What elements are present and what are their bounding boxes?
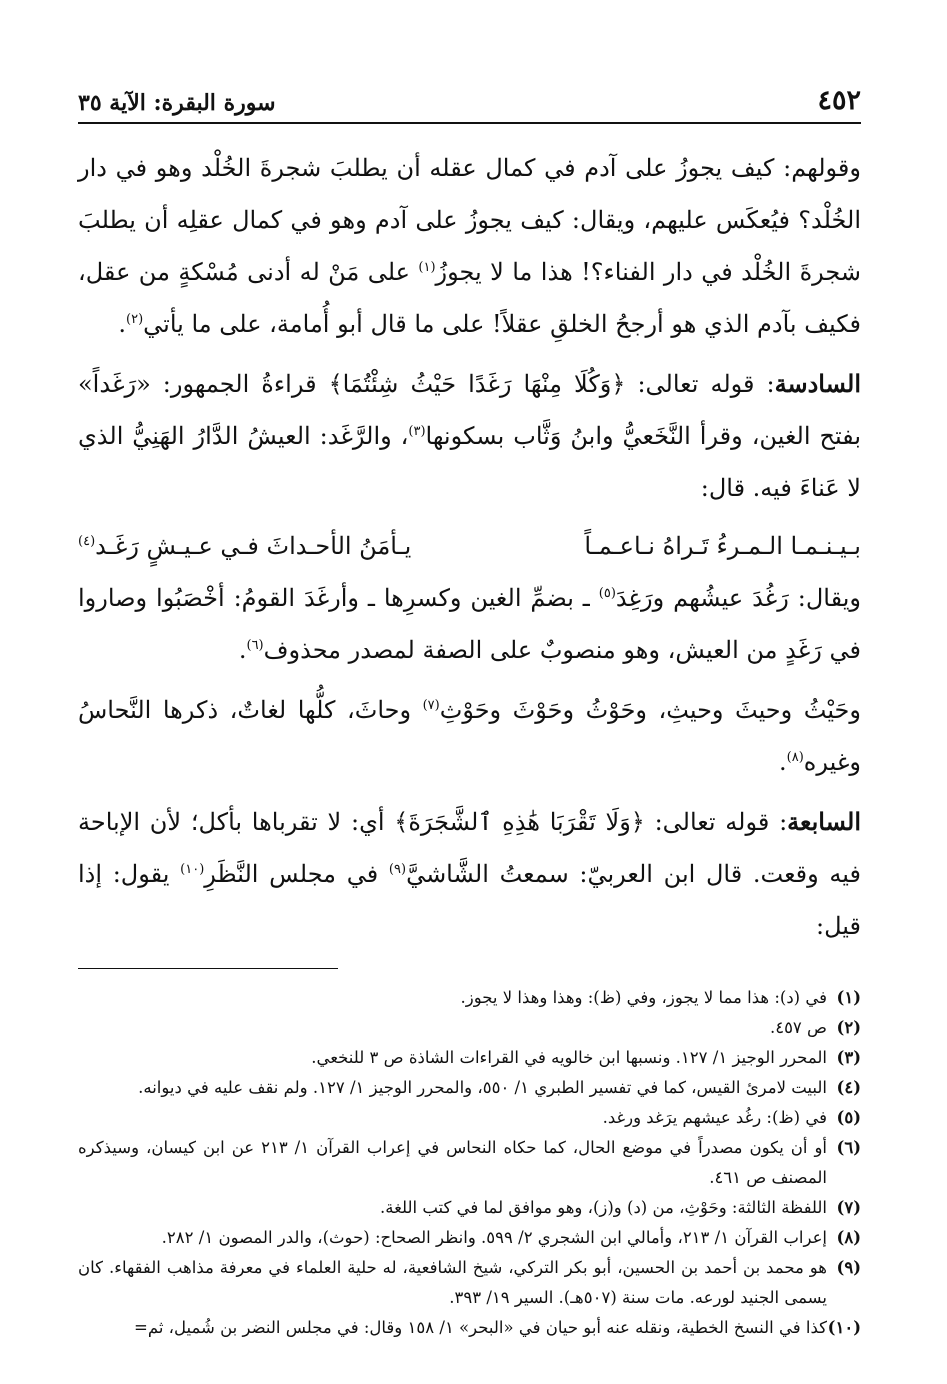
paragraph-2 (78, 358, 861, 514)
text-run: يـأمَنُ الأحـداثَ فـي عـيـشٍ رَغَـد (95, 532, 412, 560)
text-run: يقول: إذا قيل: (78, 860, 861, 940)
footnote-number: (١٠) (827, 1318, 861, 1337)
verse-first-hemistich: بـيـنـمـا الـمـرءُ تَـراهُ نـاعـمـاً (584, 532, 861, 560)
text-run: : قوله تعالى: ﴿وَلَا تَقْرَبَا هَٰذِهِ ٱلشَّجَرَةَ﴾ أي: لا تقرباها بأكل؛ لأن الإباحة فيه وقعت. قال ابن العربيّ: سمعتُ الشَّاشيَّ (78, 808, 862, 888)
footnote-ref: (١٠) (180, 862, 205, 877)
footnote-ref: (٦) (246, 638, 264, 653)
running-title: سورة البقرة: الآية ٣٥ (78, 90, 276, 116)
text-run: ، والرَّغَد: العيشُ الدَّارُ الهَنِيُّ الذي لا عَناءَ فيه. قال: (78, 422, 861, 502)
footnote-text: أو أن يكون مصدراً في موضع الحال، كما حكاه النحاس في إعراب القرآن ١/ ٢١٣ عن ابن كيسان، وسيذكره المصنف ص ٤٦١. (78, 1138, 828, 1187)
text-run: وقولهم: كيف يجوزُ على آدم في كمال عقله أن يطلبَ شجرةَ الخُلْد وهو في دار الخُلْد؟ فيُعكَس عليهم، ويقال: كيف يجوزُ على آدم وهو في كمال عقلِه أن يطلبَ شجرةَ الخُلْد في دار الفناء؟! هذا ما لا يجوزُ (78, 154, 861, 286)
footnote-text: كذا في النسخ الخطية، ونقله عنه أبو حيان في «البحر» ١/ ١٥٨ وقال: في مجلس النضر بن شُميل، ثم= (134, 1318, 827, 1337)
footnote-number: (١) (836, 988, 861, 1007)
footnote-text: البيت لامرئ القيس، كما في تفسير الطبري ١/ ٥٥٠، والمحرر الوجيز ١/ ١٢٧. ولم نقف عليه في ديوانه. (138, 1078, 827, 1097)
footnote-divider (78, 968, 338, 969)
footnote-text: إعراب القرآن ١/ ٢١٣، وأمالي ابن الشجري ٢/ ٥٩٩. وانظر الصحاح: (حوث)، والدر المصون ١/ ٢٨٢. (161, 1228, 827, 1247)
text-run: وحاثَ، كلُّها لغاتٌ، ذكرها النَّحاسُ وغيره (78, 696, 861, 776)
footnote-ref: (٨) (786, 750, 804, 765)
footnote-number: (٥) (836, 1108, 861, 1127)
header-divider (78, 122, 861, 124)
text-run: على مَنْ له أدنى مُسْكةٍ من عقل، فكيف بآدم الذي هو أرجحُ الخلقِ عقلاً! على ما قال أبو أُمامة، على ما يأتي (78, 258, 861, 338)
text-run: وحَيْثُ وحيثَ وحيثِ، وحَوْثُ وحَوْثَ وحَوْثِ (439, 696, 861, 724)
footnote (78, 1193, 861, 1223)
footnote-number: (٩) (836, 1258, 861, 1277)
text-run: ويقال: رَغُدَ عيشُهم ورَغِدَ (615, 584, 861, 612)
footnote-ref: (٧) (422, 698, 440, 713)
section-keyword: السادسة (774, 369, 861, 398)
footnote-number: (٦) (836, 1138, 861, 1157)
footnote-number: (٣) (836, 1048, 861, 1067)
footnote-number: (٧) (836, 1198, 861, 1217)
footnote (78, 1043, 861, 1073)
footnote (78, 1103, 861, 1133)
main-text (78, 142, 861, 952)
verse-second-hemistich (78, 520, 411, 572)
footnote (78, 1013, 861, 1043)
footnote-ref: (٤) (78, 534, 96, 549)
footnote-ref: (٥) (598, 586, 616, 601)
section-keyword: السابعة (787, 807, 861, 836)
footnote-text: هو محمد بن أحمد بن الحسين، أبو بكر التركي، شيخ الشافعية، له حلية العلماء في معرفة مذاهب الفقهاء. كان يسمى الجنيد لورعه. مات سنة (٥٠٧هـ). السير ١٩/ ٣٩٣. (78, 1258, 827, 1307)
footnote-text: اللفظة الثالثة: وحَوْثِ، من (د) و(ز)، وهو موافق لما في كتب اللغة. (379, 1198, 827, 1217)
text-run: ـ بضمِّ الغين وكسرِها ـ وأرغَدَ القومُ: أخْصَبُوا وصاروا في رَغَدٍ من العيش، وهو منصوبٌ على الصفة لمصدر محذوف (78, 584, 861, 664)
footnotes (78, 983, 861, 1343)
footnote-ref: (٢) (126, 312, 144, 327)
footnote-number: (٨) (836, 1228, 861, 1247)
paragraph-4 (78, 684, 861, 788)
footnote (78, 1133, 861, 1193)
footnote (78, 1253, 861, 1313)
page-header (78, 70, 861, 116)
footnote (78, 1223, 861, 1253)
text-run: في مجلس النَّظَرِ (204, 860, 389, 888)
poetry-verse (78, 520, 861, 572)
footnote-text: المحرر الوجيز ١/ ١٢٧. ونسبها ابن خالويه في القراءات الشاذة ص ٣ للنخعي. (311, 1048, 827, 1067)
text-run: . (779, 748, 787, 776)
footnote-number: (٢) (836, 1018, 861, 1037)
footnote-ref: (٩) (388, 862, 407, 877)
text-run: : قوله تعالى: ﴿وَكُلَا مِنْهَا رَغَدًا حَيْثُ شِئْتُمَا﴾ قراءةُ الجمهور: «رَغَداً» بفتح الغين، وقرأ النَّخَعيُّ وابنُ وَثَّاب بسكونها (78, 370, 861, 450)
footnote-text: في (د): هذا مما لا يجوز، وفي (ظ): وهذا وهذا لا يجوز. (460, 988, 827, 1007)
footnote-text: ص ٤٥٧. (769, 1018, 827, 1037)
footnote-number: (٤) (836, 1078, 861, 1097)
footnote (78, 983, 861, 1013)
paragraph-5 (78, 796, 861, 952)
paragraph-1 (78, 142, 861, 350)
footnote (78, 1313, 861, 1343)
text-run: . (238, 636, 247, 664)
footnote-text: في (ظ): رغُد عيشهم يرَغد ورغد. (602, 1108, 827, 1127)
paragraph-3 (78, 572, 861, 676)
footnote-ref: (١) (418, 260, 436, 275)
page-number: ٤٥٢ (817, 85, 861, 116)
footnote (78, 1073, 861, 1103)
footnote-ref: (٣) (408, 424, 426, 439)
text-run: . (118, 310, 127, 338)
